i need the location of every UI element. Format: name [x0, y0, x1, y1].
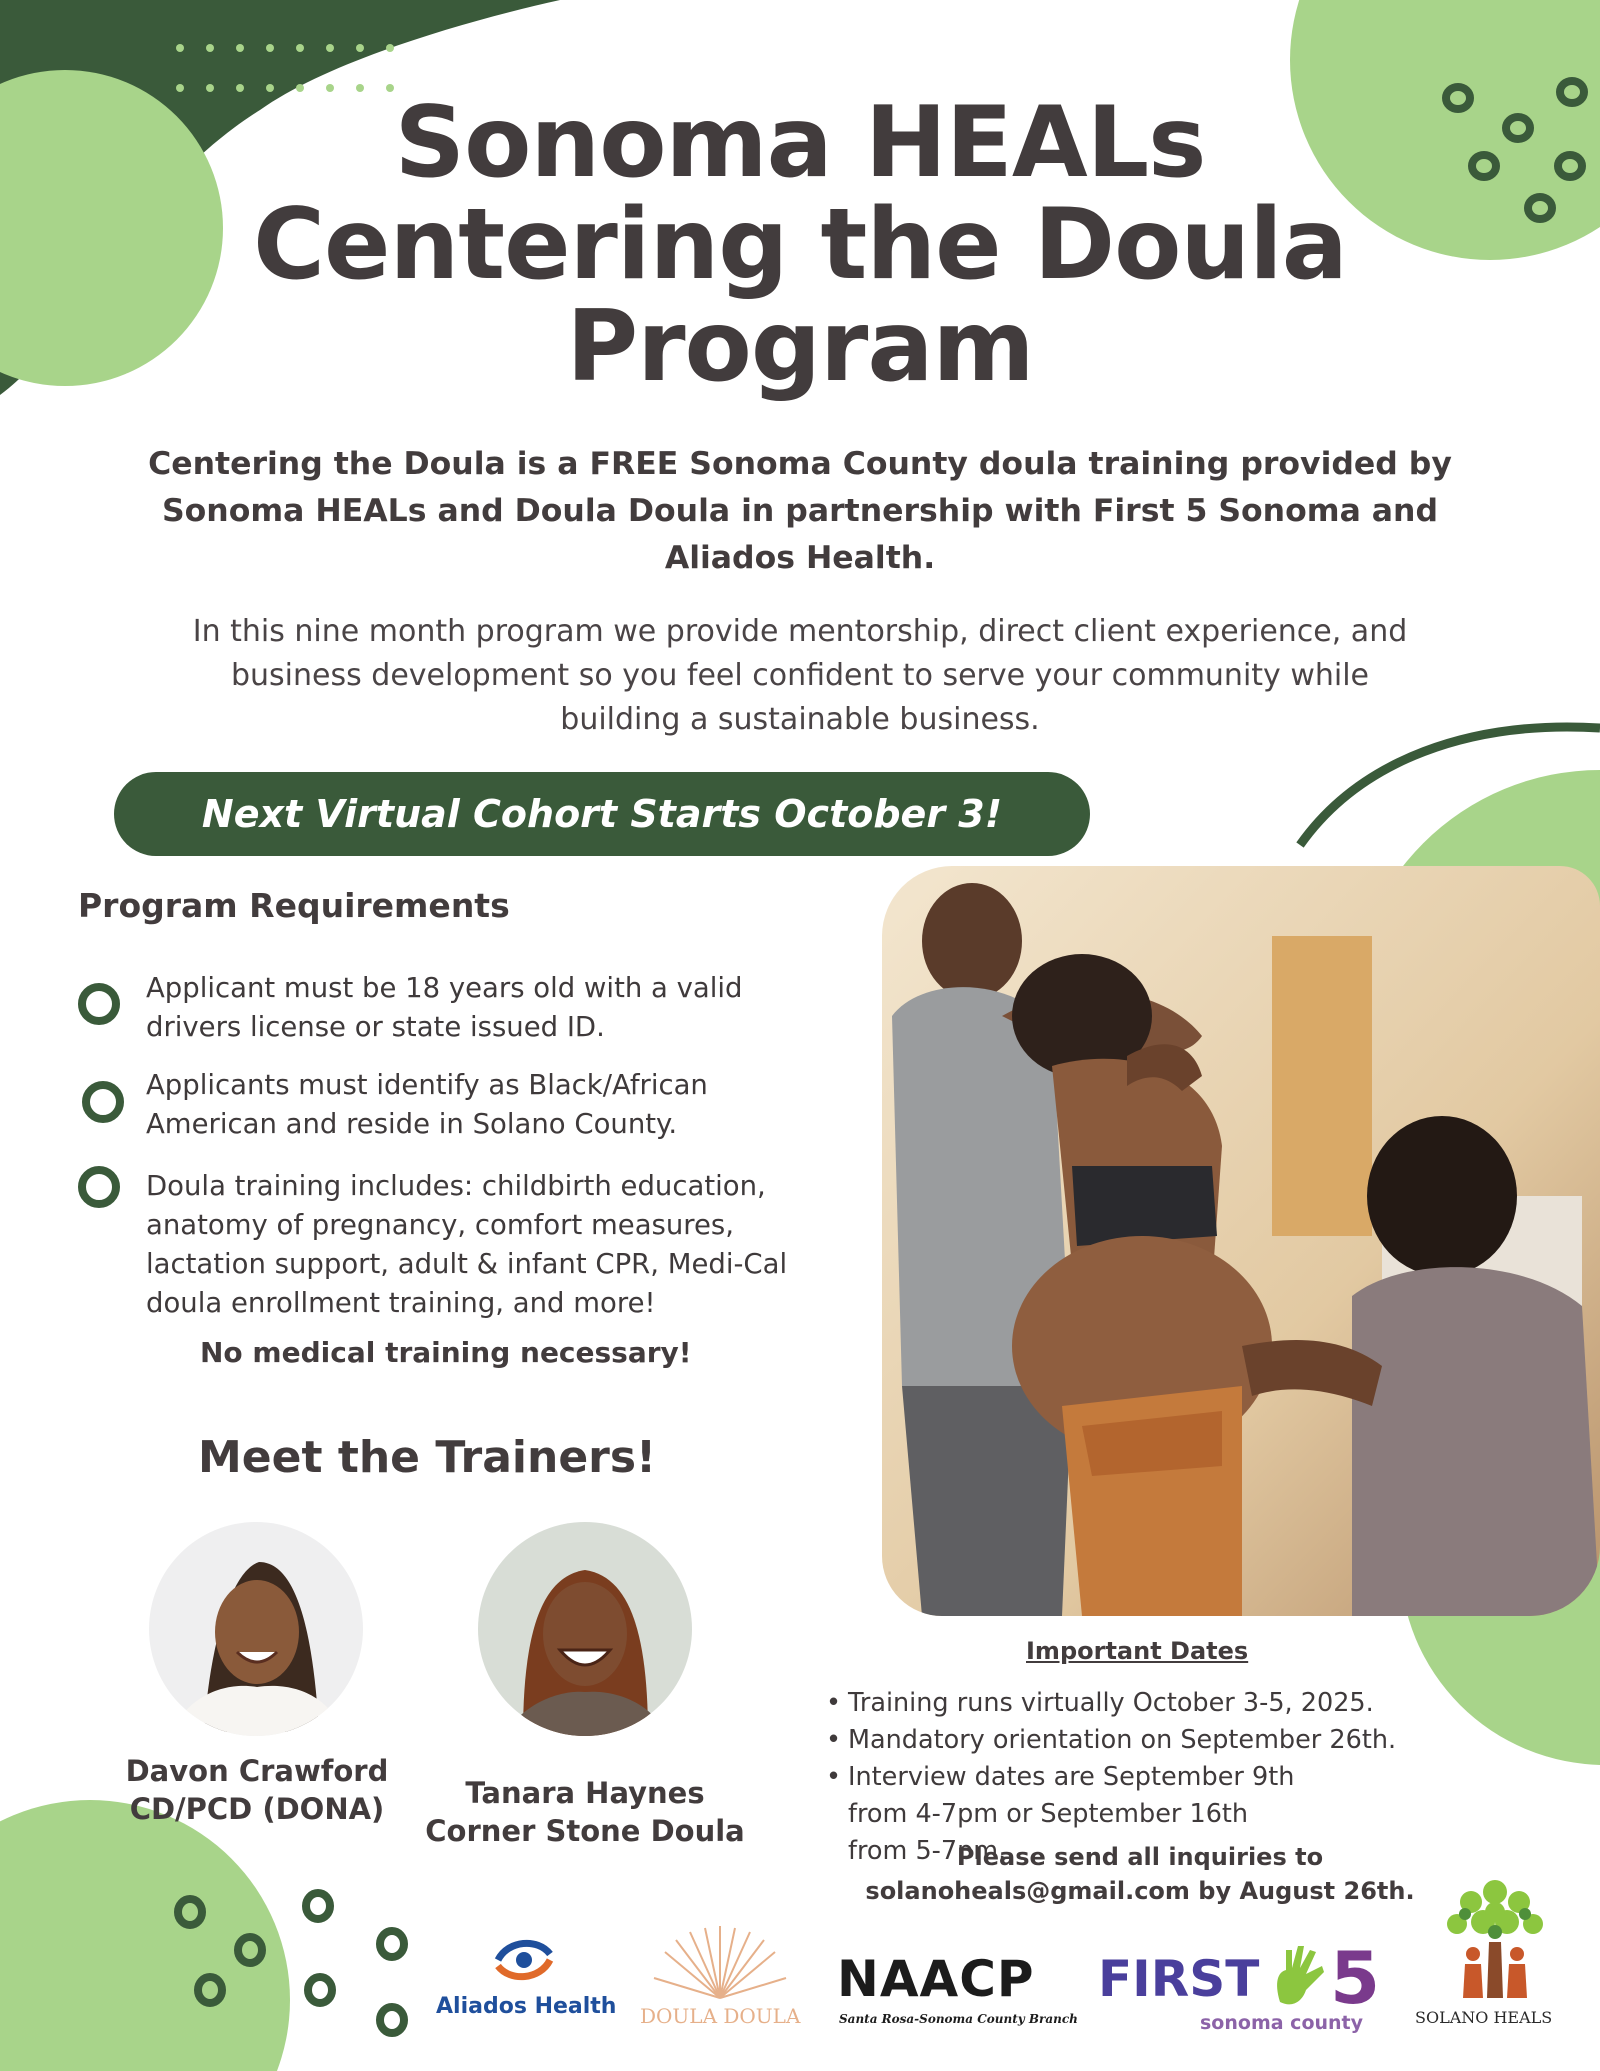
- inquiries-email-line[interactable]: solanoheals@gmail.com by August 26th.: [865, 1877, 1415, 1905]
- date-item: • Mandatory orientation on September 26th.: [826, 1722, 1506, 1759]
- inquiries-line: Please send all inquiries to: [956, 1843, 1324, 1871]
- program-description: [110, 610, 1490, 742]
- requirement-item: [146, 1066, 886, 1144]
- important-dates-heading: Important Dates: [1026, 1637, 1249, 1665]
- trainers-heading: Meet the Trainers!: [198, 1432, 657, 1483]
- requirement-item: [146, 969, 886, 1047]
- first5-logo: [1098, 1938, 1388, 2038]
- trainer-credential: CD/PCD (DONA): [129, 1792, 385, 1826]
- trainer-name-davon: [92, 1752, 422, 1828]
- first5-number: 5: [1330, 1936, 1381, 2020]
- date-item: • Training runs virtually October 3-5, 2025.: [826, 1685, 1506, 1722]
- naacp-logo: [835, 1950, 1095, 2030]
- title-line-2: Centering the Doula: [253, 188, 1347, 302]
- doula-doula-text: DOULA DOULA: [640, 2004, 801, 2028]
- sunburst-icon: [650, 1920, 790, 2000]
- date-item: • Interview dates are September 9th from 4-7pm or September 16th from 5-7pm.: [826, 1759, 1308, 1870]
- requirement-line: American and reside in Solano County.: [146, 1108, 678, 1140]
- hand-icon: [1268, 1942, 1328, 2012]
- description-line: building a sustainable business.: [560, 702, 1040, 737]
- description-line: In this nine month program we provide mentorship, direct client experience, and: [192, 614, 1408, 649]
- cohort-banner: Next Virtual Cohort Starts October 3!: [114, 772, 1090, 856]
- trainer-name-tanara: [400, 1774, 770, 1850]
- requirement-item: [146, 1167, 886, 1323]
- requirement-line: anatomy of pregnancy, comfort measures,: [146, 1209, 734, 1241]
- page-title: [0, 86, 1600, 404]
- aliados-health-text: Aliados Health: [436, 1994, 617, 2019]
- aliados-swirl-icon: [488, 1930, 560, 1990]
- trainer-name: Tanara Haynes: [465, 1776, 705, 1810]
- trainer-credential: Corner Stone Doula: [425, 1814, 745, 1848]
- naacp-subtext: Santa Rosa-Sonoma County Branch: [839, 2012, 1078, 2026]
- lead-paragraph: [100, 441, 1500, 582]
- first5-word: FIRST: [1098, 1950, 1260, 2008]
- trainer-photo-tanara: [478, 1522, 692, 1736]
- naacp-text: NAACP: [837, 1950, 1035, 2008]
- ring-bullet-icon: [78, 1166, 120, 1208]
- requirement-line: lactation support, adult & infant CPR, Medi-Cal: [146, 1248, 788, 1280]
- ring-bullet-icon: [82, 1081, 124, 1123]
- aliados-health-logo: [430, 1930, 620, 2030]
- solano-heals-text: SOLANO HEALS: [1415, 2008, 1553, 2027]
- requirement-line: Doula training includes: childbirth education,: [146, 1170, 766, 1202]
- title-line-3: Program: [566, 290, 1034, 404]
- trainer-name: Davon Crawford: [125, 1754, 389, 1788]
- requirement-line: drivers license or state issued ID.: [146, 1011, 605, 1043]
- requirement-line: Applicant must be 18 years old with a valid: [146, 972, 743, 1004]
- no-medical-note: No medical training necessary!: [200, 1336, 692, 1369]
- title-line-1: Sonoma HEALs: [394, 86, 1206, 200]
- requirement-line: Applicants must identify as Black/African: [146, 1069, 708, 1101]
- requirement-line: doula enrollment training, and more!: [146, 1287, 656, 1319]
- lead-line: Aliados Health.: [664, 540, 936, 576]
- ring-bullet-icon: [78, 983, 120, 1025]
- solano-heals-logo: [1405, 1872, 1585, 2032]
- inquiries-note: [840, 1840, 1440, 1908]
- description-line: business development so you feel confident to serve your community while: [230, 658, 1370, 693]
- lead-line: Centering the Doula is a FREE Sonoma County doula training provided by: [148, 446, 1452, 482]
- tree-icon: [1435, 1872, 1555, 2002]
- trainer-photo-davon: [149, 1522, 363, 1736]
- requirements-heading: Program Requirements: [78, 886, 510, 925]
- first5-subtext: sonoma county: [1200, 2012, 1364, 2034]
- doula-doula-logo: [630, 1920, 810, 2030]
- doula-support-photo: [882, 866, 1600, 1616]
- lead-line: Sonoma HEALs and Doula Doula in partnership with First 5 Sonoma and: [161, 493, 1439, 529]
